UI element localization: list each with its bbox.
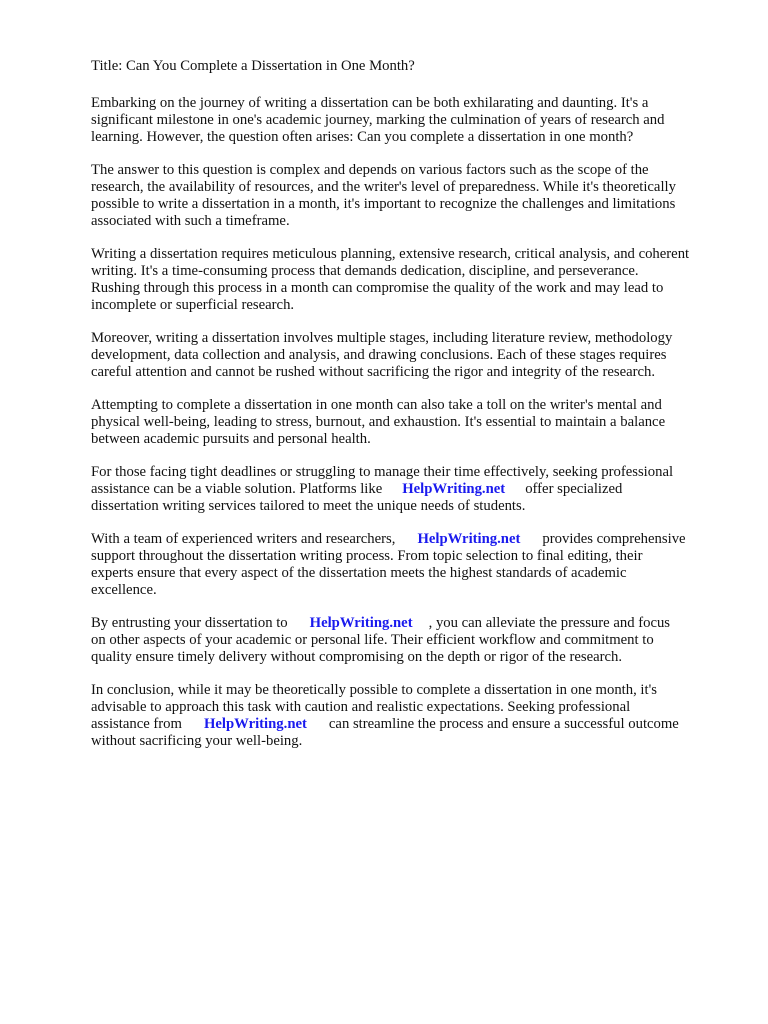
text-line: Embarking on the journey of writing a dissertation can be both exhilarating and daunting. It's a	[91, 95, 649, 111]
document-title: Title: Can You Complete a Dissertation in One Month?	[91, 58, 415, 74]
text-line: experts ensure that every aspect of the dissertation meets the highest standards of academic	[91, 565, 627, 581]
text-line: without sacrificing your well-being.	[91, 733, 303, 749]
text-segment: offer specialized	[525, 481, 623, 497]
helpwriting-link[interactable]: HelpWriting.net	[417, 531, 521, 547]
text-segment: With a team of experienced writers and researchers,	[91, 531, 396, 547]
document-page	[91, 58, 731, 766]
text-line: For those facing tight deadlines or struggling to manage their time effectively, seeking professional	[91, 464, 674, 480]
text-line: incomplete or superficial research.	[91, 297, 295, 313]
text-line	[91, 615, 731, 632]
text-line: The answer to this question is complex and depends on various factors such as the scope of the	[91, 162, 649, 178]
paragraph-team	[91, 531, 731, 599]
paragraph-answer	[91, 162, 731, 230]
text-segment: can streamline the process and ensure a successful outcome	[328, 716, 679, 732]
text-segment: provides comprehensive	[542, 531, 686, 547]
paragraph-stages	[91, 330, 731, 381]
text-segment: assistance from	[91, 716, 182, 732]
helpwriting-link[interactable]: HelpWriting.net	[203, 716, 307, 732]
text-line: In conclusion, while it may be theoretically possible to complete a dissertation in one month, it's	[91, 682, 657, 698]
text-line	[91, 716, 731, 733]
text-line: learning. However, the question often arises: Can you complete a dissertation in one month?	[91, 129, 634, 145]
paragraph-wellbeing	[91, 397, 731, 448]
text-line: advisable to approach this task with caution and realistic expectations. Seeking professional	[91, 699, 631, 715]
text-line: excellence.	[91, 582, 157, 598]
text-line: dissertation writing services tailored to meet the unique needs of students.	[91, 498, 526, 514]
text-segment: , you can alleviate the pressure and focus	[428, 615, 671, 631]
helpwriting-link[interactable]: HelpWriting.net	[309, 615, 413, 631]
paragraph-conclusion	[91, 682, 731, 750]
text-line: careful attention and cannot be rushed without sacrificing the rigor and integrity of the research.	[91, 364, 656, 380]
paragraph-requirements	[91, 246, 731, 314]
paragraph-assistance	[91, 464, 731, 515]
text-line: possible to write a dissertation in a month, it's important to recognize the challenges and limitations	[91, 196, 676, 212]
helpwriting-link[interactable]: HelpWriting.net	[402, 481, 506, 497]
text-line: support throughout the dissertation writing process. From topic selection to final editing, their	[91, 548, 643, 564]
text-line: quality ensure timely delivery without compromising on the depth or rigor of the research.	[91, 649, 623, 665]
text-line: development, data collection and analysis, and drawing conclusions. Each of these stages requires	[91, 347, 667, 363]
text-segment: By entrusting your dissertation to	[91, 615, 288, 631]
text-line: writing. It's a time-consuming process that demands dedication, discipline, and perseverance.	[91, 263, 639, 279]
text-line: between academic pursuits and personal health.	[91, 431, 371, 447]
text-line: Writing a dissertation requires meticulous planning, extensive research, critical analysis, and coherent	[91, 246, 690, 262]
text-segment: assistance can be a viable solution. Platforms like	[91, 481, 383, 497]
text-line: Rushing through this process in a month can compromise the quality of the work and may lead to	[91, 280, 664, 296]
text-line: Moreover, writing a dissertation involves multiple stages, including literature review, methodology	[91, 330, 673, 346]
text-line: research, the availability of resources, and the writer's level of preparedness. While it's theoretically	[91, 179, 676, 195]
text-line: Attempting to complete a dissertation in one month can also take a toll on the writer's mental and	[91, 397, 662, 413]
paragraph-intro	[91, 95, 731, 146]
text-line: physical well-being, leading to stress, burnout, and exhaustion. It's essential to maintain a balance	[91, 414, 666, 430]
paragraph-entrusting	[91, 615, 731, 666]
text-line: significant milestone in one's academic journey, marking the culmination of years of research and	[91, 112, 665, 128]
text-line: on other aspects of your academic or personal life. Their efficient workflow and commitment to	[91, 632, 654, 648]
text-line	[91, 481, 731, 498]
text-line	[91, 531, 731, 548]
text-line: associated with such a timeframe.	[91, 213, 290, 229]
